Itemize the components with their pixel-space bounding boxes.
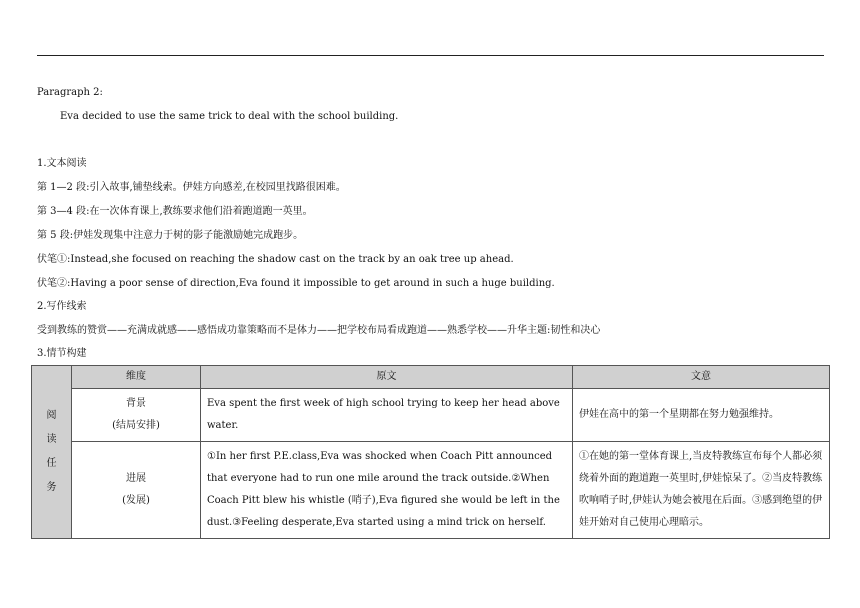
section1-heading: 1.文本阅读 xyxy=(37,158,87,169)
paragraph-label: Paragraph 2: xyxy=(37,87,103,98)
row-original: Eva spent the first week of high school trying to keep her head above water. xyxy=(201,389,573,442)
foreshadow-2: 伏笔②:Having a poor sense of direction,Eva found it impossible to get around in such a huge building. xyxy=(37,278,555,289)
section2-heading: 2.写作线索 xyxy=(37,301,87,312)
section1-line: 第 1—2 段:引入故事,铺垫线索。伊娃方向感差,在校园里找路很困难。 xyxy=(37,182,346,193)
section1-line: 第 3—4 段:在一次体育课上,教练要求他们沿着跑道跑一英里。 xyxy=(37,206,313,217)
foreshadow-1: 伏笔①:Instead,she focused on reaching the shadow cast on the track by an oak tree up ahead. xyxy=(37,254,514,265)
row-meaning: 伊娃在高中的第一个星期都在努力勉强维持。 xyxy=(573,389,830,442)
table-row xyxy=(32,389,830,442)
section1-line: 第 5 段:伊娃发现集中注意力于树的影子能激励她完成跑步。 xyxy=(37,230,304,241)
header-original: 原文 xyxy=(201,366,573,389)
paragraph-sentence: Eva decided to use the same trick to deal with the school building. xyxy=(60,111,399,122)
row-meaning: ①在她的第一堂体育课上,当皮特教练宣布每个人都必须绕着外面的跑道跑一英里时,伊娃惊呆了。②当皮特教练吹响哨子时,伊娃认为她会被甩在后面。③感到绝望的伊娃开始对自己使用心理暗示。 xyxy=(573,442,830,539)
header-rule xyxy=(37,55,824,56)
table-header-row xyxy=(32,366,830,389)
row-dimension: 背景 (结局安排) xyxy=(72,389,201,442)
plot-table xyxy=(31,365,830,539)
section3-heading: 3.情节构建 xyxy=(37,348,87,359)
side-label: 阅 读 任 务 xyxy=(32,366,72,539)
row-original: ①In her first P.E.class,Eva was shocked when Coach Pitt announced that everyone had to run one mile around the track outside.②When Coach Pitt blew his whistle (哨子),Eva figured she would be left in the dust.③Feeling desperate,Eva started using a mind trick on herself. xyxy=(201,442,573,539)
table-row xyxy=(32,442,830,539)
header-meaning: 文意 xyxy=(573,366,830,389)
header-dimension: 维度 xyxy=(72,366,201,389)
writing-clue: 受到教练的赞赏——充满成就感——感悟成功靠策略而不是体力——把学校布局看成跑道——熟悉学校——升华主题:韧性和决心 xyxy=(37,325,601,336)
row-dimension: 进展 (发展) xyxy=(72,442,201,539)
